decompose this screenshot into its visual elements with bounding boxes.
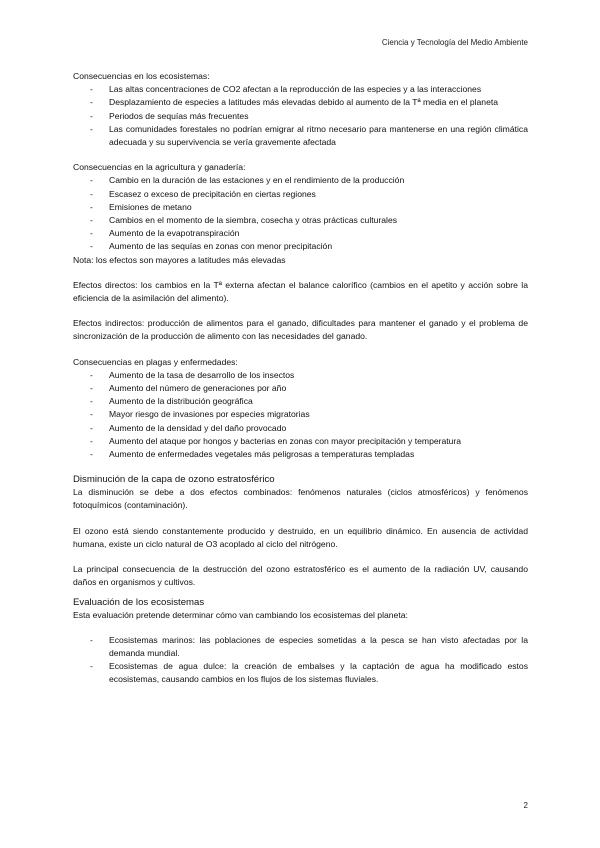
list-item: - Las altas concentraciones de CO2 afectan a la reproducción de las especies y a las interacciones [73,83,528,96]
evaluacion-title: Evaluación de los ecosistemas [73,596,205,608]
ecosistemas-heading: Consecuencias en los ecosistemas: [73,71,210,81]
ozono-paragraph-2: El ozono está siendo constantemente producido y destruido, en un equilibrio dinámico. En ausencia de actividad humana, existe un ciclo natural de O3 acoplado al ciclo del nitrógeno. [73,525,528,549]
ozono-paragraph-3: La principal consecuencia de la destrucción del ozono estratosférico es el aumento de la radiación UV, causando daños en organismos y cultivos. [73,564,528,588]
list-item: - Ecosistemas de agua dulce: la creación de embalses y la captación de agua ha modificado estos ecosistemas, causando cambios en los flujos de los sistemas fluviales. [73,660,528,686]
evaluacion-intro: Esta evaluación pretende determinar cómo van cambiando los ecosistemas del planeta: [73,609,408,620]
list-item: - Aumento de las sequías en zonas con menor precipitación [73,240,528,253]
list-item: - Periodos de sequías más frecuentes [73,110,528,123]
efectos-directos: Efectos directos: los cambios en la Tª externa afectan el balance calorífico (cambios en el apetito y acción sobre la eficiencia de la asimilación del alimento). [73,279,528,304]
plagas-list [73,369,528,461]
list-item: - Cambios en el momento de la siembra, cosecha y otras prácticas culturales [73,214,528,227]
efectos-indirectos: Efectos indirectos: producción de alimentos para el ganado, dificultades para mantener el ganado y el problema de sincronización de la producción de alimento con las necesidades del ganado. [73,318,528,342]
document-body [73,70,528,687]
list-item: - Ecosistemas marinos: las poblaciones de especies sometidas a la pesca se han visto afectadas por la demanda mundial. [73,634,528,660]
list-item: - Emisiones de metano [73,201,528,214]
ozono-paragraph-1: La disminución se debe a dos efectos combinados: fenómenos naturales (ciclos atmosféricos) y fenómenos fotoquímicos (contaminación). [73,487,528,511]
list-item: - Mayor riesgo de invasiones por especies migratorias [73,408,528,421]
page-number: 2 [523,801,528,810]
ecosistemas-list [73,83,528,149]
agricultura-note: Nota: los efectos son mayores a latitudes más elevadas [73,254,286,265]
evaluacion-list [73,634,528,687]
list-item: - Aumento de la densidad y del daño provocado [73,422,528,435]
list-item: - Las comunidades forestales no podrían emigrar al ritmo necesario para mantenerse en una región climática adecuada y su supervivencia se vería gravemente afectada [73,123,528,149]
agricultura-heading: Consecuencias en la agricultura y ganadería: [73,162,246,173]
list-item: - Aumento del ataque por hongos y bacterias en zonas con mayor precipitación y temperatura [73,435,528,448]
list-item: - Aumento de la distribución geográfica [73,395,528,408]
list-item: - Desplazamiento de especies a latitudes más elevadas debido al aumento de la Tª media en el planeta [73,96,528,109]
agricultura-list [73,174,528,253]
ozono-title: Disminución de la capa de ozono estratosférico [73,474,275,486]
list-item: - Escasez o exceso de precipitación en ciertas regiones [73,188,528,201]
list-item: - Aumento de la tasa de desarrollo de los insectos [73,369,528,382]
list-item: - Cambio en la duración de las estaciones y en el rendimiento de la producción [73,174,528,187]
plagas-heading: Consecuencias en plagas y enfermedades: [73,356,238,367]
page-header: Ciencia y Tecnología del Medio Ambiente [381,38,528,47]
list-item: - Aumento del número de generaciones por año [73,382,528,395]
list-item: - Aumento de la evapotranspiración [73,227,528,240]
list-item: - Aumento de enfermedades vegetales más peligrosas a temperaturas templadas [73,448,528,461]
